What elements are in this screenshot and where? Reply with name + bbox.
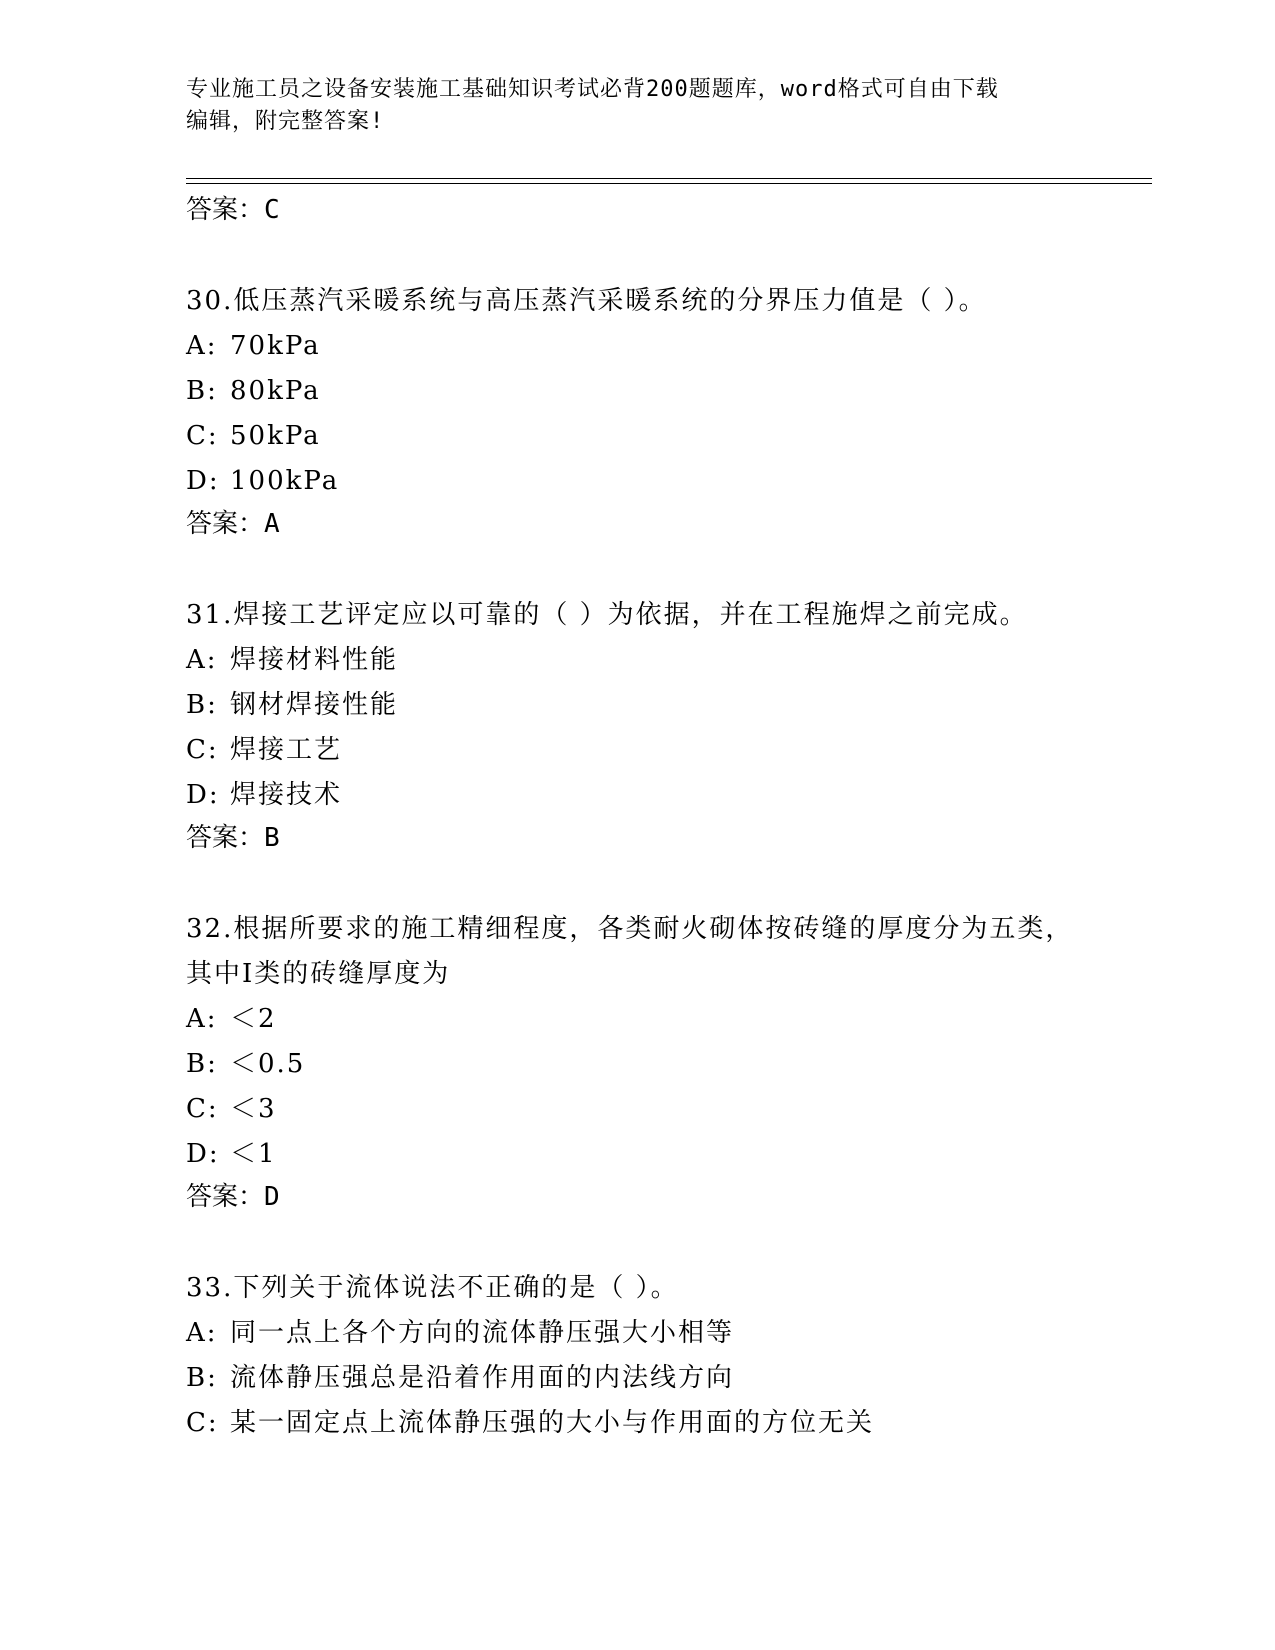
option-a: [186, 997, 1086, 1042]
option-key: D:: [186, 780, 220, 810]
question-block: [186, 1266, 1086, 1446]
header-line-2: 编辑，附完整答案!: [186, 109, 385, 134]
option-text: 80kPa: [230, 376, 321, 406]
question-block: [186, 907, 1086, 1266]
option-text: 50kPa: [230, 421, 321, 451]
option-key: A:: [186, 1004, 218, 1034]
option-text: 钢材焊接性能: [230, 690, 399, 720]
option-text: 100kPa: [230, 466, 340, 496]
option-c: [186, 1401, 1086, 1446]
option-text: 同一点上各个方向的流体静压强大小相等: [230, 1318, 735, 1348]
option-key: A:: [186, 645, 218, 675]
spacer: [186, 858, 1086, 907]
option-key: D:: [186, 1139, 220, 1169]
answer-line: 答案：C: [186, 195, 280, 225]
option-c: [186, 1087, 1086, 1132]
option-text: 焊接技术: [230, 780, 343, 810]
answer-line: 答案：A: [186, 509, 280, 539]
question-stem: 31.焊接工艺评定应以可靠的（ ）为依据，并在工程施焊之前完成。: [186, 600, 1028, 630]
question-list: [186, 190, 1086, 1446]
option-b: [186, 1042, 1086, 1087]
option-text: ＜3: [230, 1094, 277, 1124]
option-d: [186, 459, 1086, 504]
option-a: [186, 324, 1086, 369]
spacer: [186, 1217, 1086, 1266]
option-text: ＜0.5: [230, 1049, 306, 1079]
option-key: A:: [186, 331, 218, 361]
question-block: [186, 593, 1086, 907]
option-b: [186, 369, 1086, 414]
header-rule-top: [186, 178, 1152, 179]
question-block: [186, 279, 1086, 593]
document-header: [186, 74, 1066, 138]
option-key: C:: [186, 1094, 219, 1124]
spacer: [186, 230, 1086, 279]
spacer: [186, 544, 1086, 593]
option-key: B:: [186, 1363, 218, 1393]
option-text: ＜2: [230, 1004, 277, 1034]
option-c: [186, 728, 1086, 773]
answer-line: 答案：B: [186, 823, 280, 853]
option-key: C:: [186, 735, 219, 765]
question-stem: 30.低压蒸汽采暖系统与高压蒸汽采暖系统的分界压力值是（ ）。: [186, 286, 987, 316]
option-key: D:: [186, 466, 220, 496]
question-stem: 32.根据所要求的施工精细程度，各类耐火砌体按砖缝的厚度分为五类，其中Ⅰ类的砖缝厚度为: [186, 914, 1074, 989]
option-a: [186, 638, 1086, 683]
option-text: 流体静压强总是沿着作用面的内法线方向: [230, 1363, 735, 1393]
option-text: ＜1: [230, 1139, 277, 1169]
option-key: B:: [186, 1049, 218, 1079]
header-line-1: 专业施工员之设备安装施工基础知识考试必背200题题库，word格式可自由下载: [186, 77, 999, 102]
option-text: 某一固定点上流体静压强的大小与作用面的方位无关: [230, 1408, 875, 1438]
option-c: [186, 414, 1086, 459]
option-text: 70kPa: [230, 331, 321, 361]
option-b: [186, 683, 1086, 728]
option-key: C:: [186, 1408, 219, 1438]
option-d: [186, 773, 1086, 818]
option-key: B:: [186, 690, 218, 720]
answer-line: 答案：D: [186, 1182, 280, 1212]
option-b: [186, 1356, 1086, 1401]
header-rule-bottom: [186, 183, 1152, 184]
option-key: B:: [186, 376, 218, 406]
option-text: 焊接材料性能: [230, 645, 399, 675]
option-d: [186, 1132, 1086, 1177]
option-key: A:: [186, 1318, 218, 1348]
option-key: C:: [186, 421, 219, 451]
option-a: [186, 1311, 1086, 1356]
option-text: 焊接工艺: [230, 735, 343, 765]
question-stem: 33.下列关于流体说法不正确的是（ ）。: [186, 1273, 679, 1303]
